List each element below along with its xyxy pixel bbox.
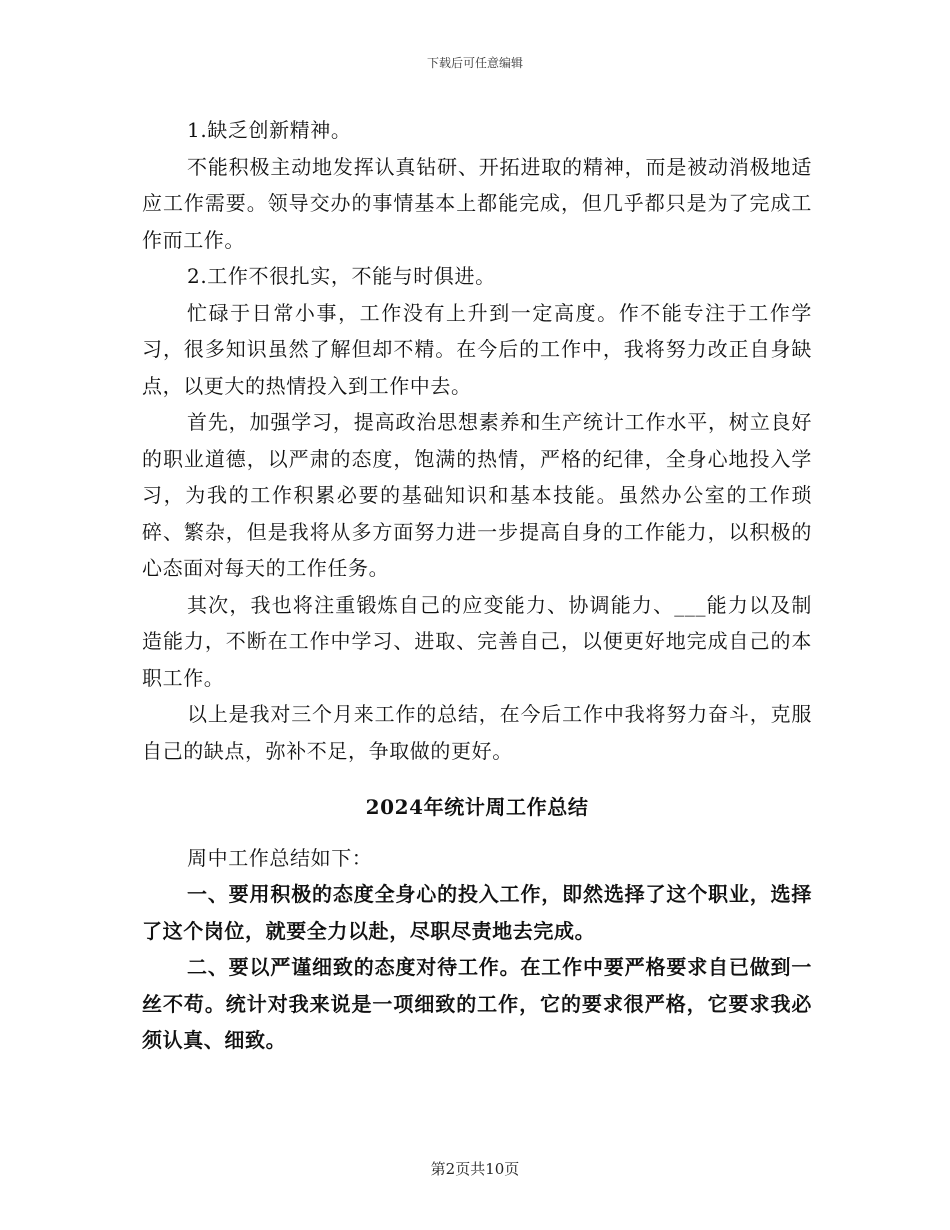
paragraph-2: 忙碌于日常小事，工作没有上升到一定高度。作不能专注于工作学习，很多知识虽然了解但却不精。在今后的工作中，我将努力改正自身缺点，以更大的热情投入到工作中去。 [142, 300, 812, 398]
section-point-2: 二、要以严谨细致的态度对待工作。在工作中要严格要求自已做到一丝不苟。统计对我来说是一项细致的工作，它的要求很严格，它要求我必须认真、细致。 [142, 955, 812, 1052]
section-intro: 周中工作总结如下： [187, 845, 373, 870]
section-title: 2024年统计周工作总结 [365, 795, 589, 819]
paragraph-1: 不能积极主动地发挥认真钻研、开拓进取的精神，而是被动消极地适应工作需要。领导交办的事情基本上都能完成，但几乎都只是为了完成工作而工作。 [142, 154, 812, 252]
paragraph-5: 以上是我对三个月来工作的总结，在今后工作中我将努力奋斗，克服自己的缺点，弥补不足，争取做的更好。 [142, 702, 812, 763]
item-heading-2: 2.工作不很扎实，不能与时俱进。 [187, 264, 496, 288]
header-note: 下载后可任意编辑 [426, 56, 523, 70]
paragraph-4: 其次，我也将注重锻炼自己的应变能力、协调能力、___能力以及制造能力，不断在工作中学习、进取、完善自己，以便更好地完成自己的本职工作。 [142, 592, 812, 690]
page-number: 第2页共10页 [430, 1160, 520, 1178]
section-point-1: 一、要用积极的态度全身心的投入工作，即然选择了这个职业，选择了这个岗位，就要全力以赴，尽职尽责地去完成。 [142, 882, 812, 943]
document-body [142, 112, 812, 1059]
paragraph-3: 首先，加强学习，提高政治思想素养和生产统计工作水平，树立良好的职业道德，以严肃的态度，饱满的热情，严格的纪律，全身心地投入学习，为我的工作积累必要的基础知识和基本技能。虽然办公室的工作琐碎、繁杂，但是我将从多方面努力进一步提高自身的工作能力，以积极的心态面对每天的工作任务。 [142, 410, 812, 580]
item-heading-1: 1.缺乏创新精神。 [187, 118, 352, 142]
